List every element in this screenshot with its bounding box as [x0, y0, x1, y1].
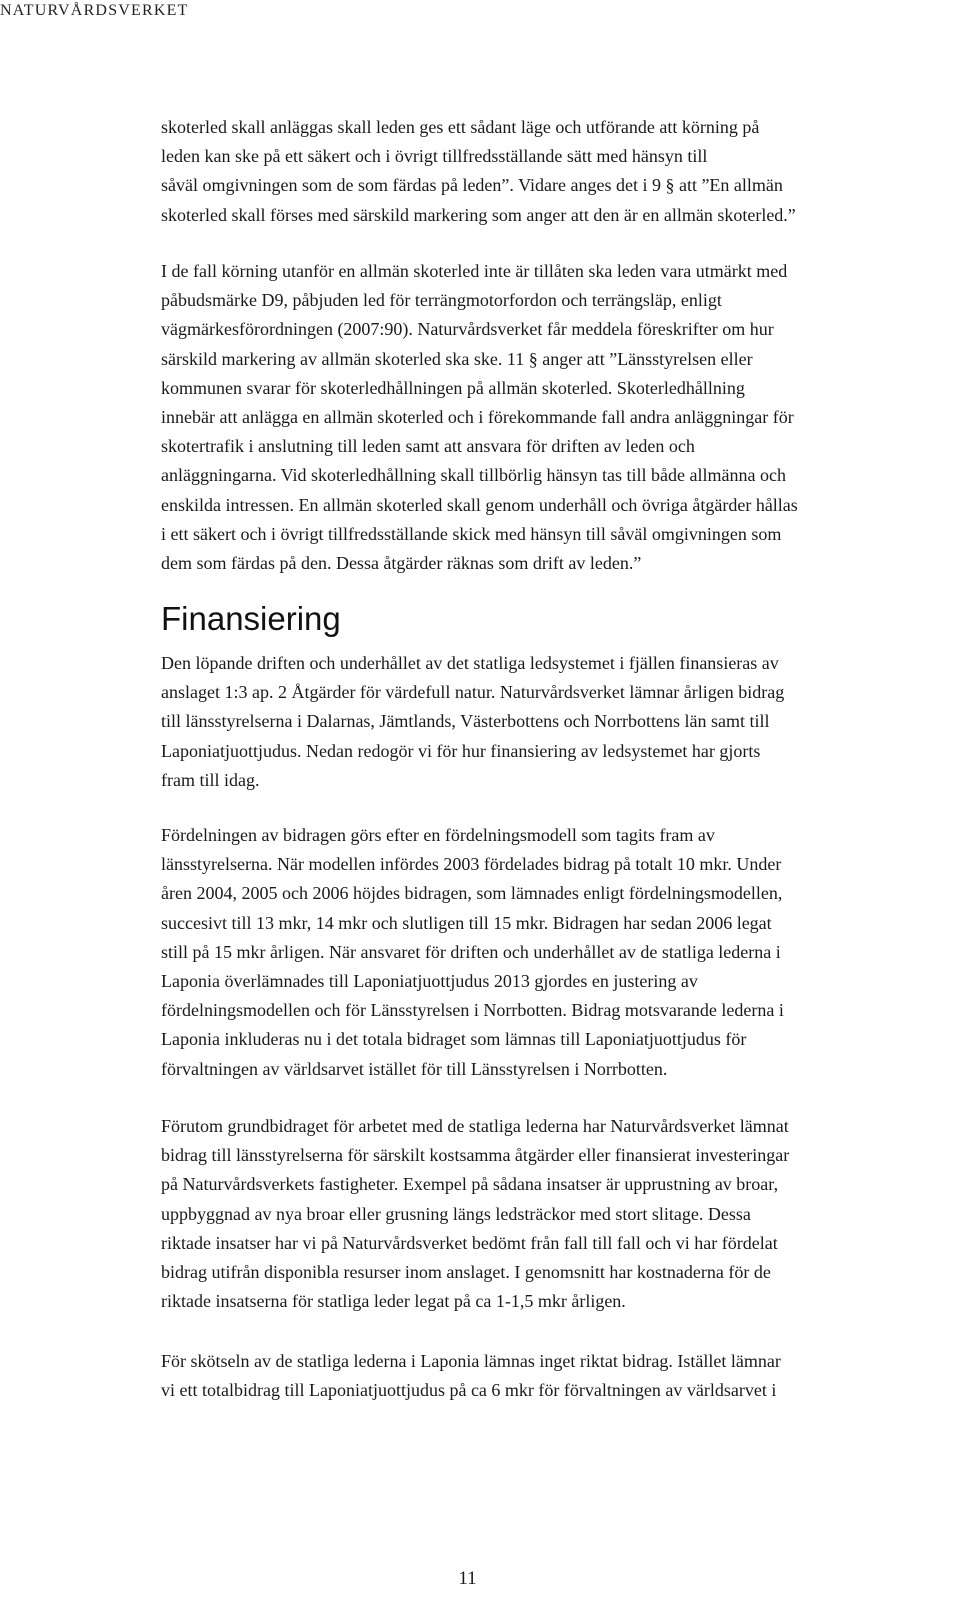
paragraph-distribution-model: Fördelningen av bidragen görs efter en fördelningsmodell som tagits fram av länsstyrelserna. När modellen infördes 2003 fördelades bidrag på totalt 10 mkr. Under åren 2004, 2005 och 2006 höjdes bidragen, som lämnades enligt fördelningsmodellen, succesivt till 13 mkr, 14 mkr och slutligen till 15 mkr. Bidragen har sedan 2006 legat still på 15 mkr årligen. När ansvaret för driften och underhållet av de statliga lederna i Laponia överlämnades till Laponiatjuottjudus 2013 gjordes en justering av fördelningsmodellen och för Länsstyrelsen i Norrbotten. Bidrag motsvarande lederna i Laponia inkluderas nu i det totala bidraget som lämnas till Laponiatjuottjudus för förvaltningen av världsarvet istället för till Länsstyrelsen i Norrbotten.: [161, 825, 784, 1079]
paragraph-financing-overview: Den löpande driften och underhållet av det statliga ledsystemet i fjällen finansieras av anslaget 1:3 ap. 2 Åtgärder för värdefull natur. Naturvårdsverket lämnar årligen bidrag till länsstyrelserna i Dalarnas, Jämtlands, Västerbottens och Norrbottens län samt till Laponiatjuottjudus. Nedan redogör vi för hur finansiering av ledsystemet har gjorts fram till idag.: [161, 653, 785, 790]
paragraph-skoterled-marking: I de fall körning utanför en allmän skoterled inte är tillåten ska leden vara utmärkt med påbudsmärke D9, påbjuden led för terrängmotorfordon och terrängsläp, enligt vägmärkesförordningen (2007:90). Naturvårdsverket får meddela föreskrifter om hur särskild markering av allmän skoterled ska ske. 11 § anger att ”Länsstyrelsen eller kommunen svarar för skoterledhållningen på allmän skoterled. Skoterledhållning innebär att anlägga en allmän skoterled och i förekommande fall andra anläggningar för skotertrafik i anslutning till leden samt att ansvara för driften av leden och anläggningarna. Vid skoterledhållning skall tillbörlig hänsyn tas till både allmänna och enskilda intressen. En allmän skoterled skall genom underhåll och övriga åtgärder hållas i ett säkert och i övrigt tillfredsställande skick med hänsyn till såväl omgivningen som dem som färdas på den. Dessa åtgärder räknas som drift av leden.”: [161, 261, 798, 574]
paragraph-skoterled-placement: skoterled skall anläggas skall leden ges ett sådant läge och utförande att körning på leden kan ske på ett säkert och i övrigt tillfredsställande sätt med hänsyn till såväl omgivningen som de som färdas på leden”. Vidare anges det i 9 § att ”En allmän skoterled skall förses med särskild markering som anger att den är en allmän skoterled.”: [161, 117, 796, 225]
running-header: NATURVÅRDSVERKET: [0, 2, 189, 19]
section-heading-finansiering: Finansiering: [161, 600, 341, 637]
paragraph-extra-grants: Förutom grundbidraget för arbetet med de statliga lederna har Naturvårdsverket lämnat bidrag till länsstyrelserna för särskilt kostsamma åtgärder eller finansierat investeringar på Naturvårdsverkets fastigheter. Exempel på sådana insatser är upprustning av broar, uppbyggnad av nya broar eller grusning längs ledsträckor med stort slitage. Dessa riktade insatser har vi på Naturvårdsverket bedömt från fall till fall och vi har fördelat bidrag utifrån disponibla resurser inom anslaget. I genomsnitt har kostnaderna för de riktade insatserna för statliga leder legat på ca 1-1,5 mkr årligen.: [161, 1116, 790, 1312]
page-number: 11: [458, 1568, 477, 1589]
paragraph-laponia-funding: För skötseln av de statliga lederna i Laponia lämnas inget riktat bidrag. Istället lämnar vi ett totalbidrag till Laponiatjuottjudus på ca 6 mkr för förvaltningen av världsarvet i: [161, 1351, 781, 1401]
